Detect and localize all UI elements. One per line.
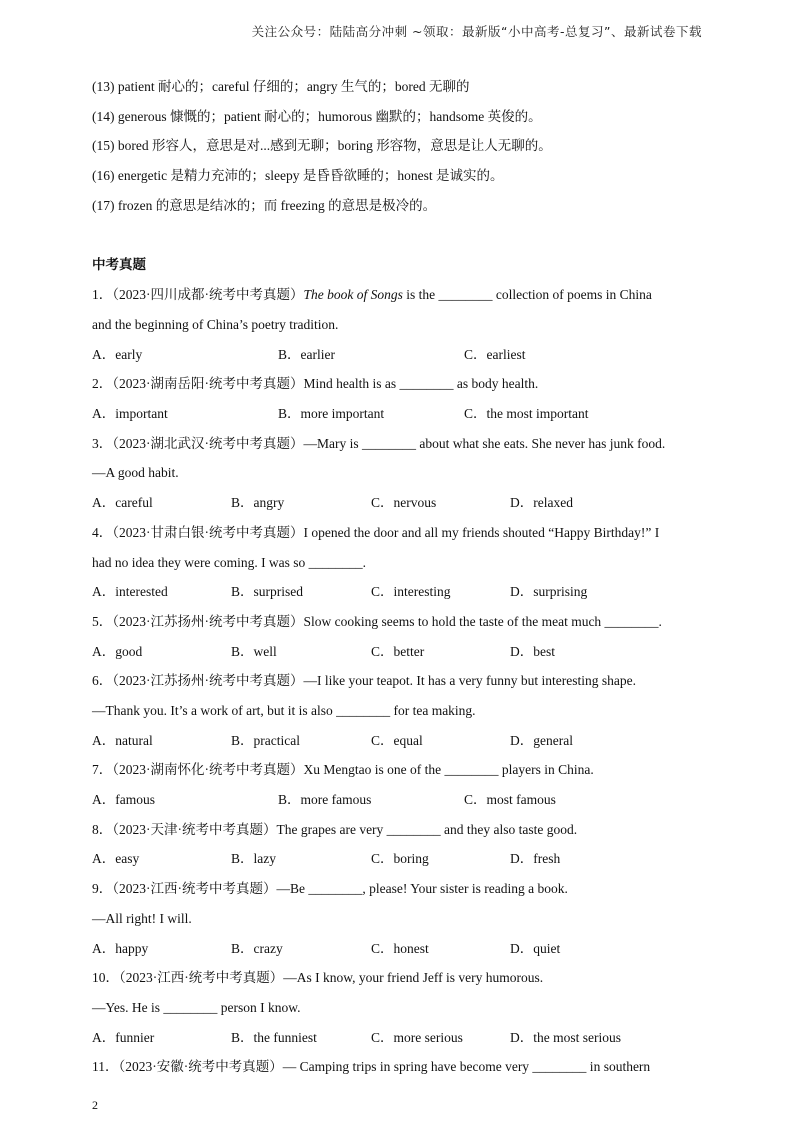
question-4-option-b[interactable]: B．surprised bbox=[231, 584, 303, 600]
question-9-option-d[interactable]: D．quiet bbox=[510, 940, 561, 956]
page-number: 2 bbox=[92, 1098, 98, 1112]
question-4-line-1: 4．（2023·甘肃白银·统考中考真题）I opened the door and all my friends shouted “Happy Birthday!” I bbox=[92, 524, 660, 540]
question-11-line-1: 11．（2023·安徽·统考中考真题）— Camping trips in spring have become very ________ in southern bbox=[92, 1059, 651, 1075]
question-9-option-b[interactable]: B．crazy bbox=[231, 940, 283, 956]
note-17: (17) frozen 的意思是结冰的；而 freezing 的意思是极冷的。 bbox=[92, 197, 437, 213]
question-4-option-a[interactable]: A．interested bbox=[92, 584, 168, 600]
question-7-line-1: 7．（2023·湖南怀化·统考中考真题）Xu Mengtao is one of the ________ players in China. bbox=[92, 762, 594, 778]
question-2-option-c[interactable]: C．the most important bbox=[464, 406, 589, 422]
question-1-option-a[interactable]: A．early bbox=[92, 346, 143, 362]
question-6-line-1: 6．（2023·江苏扬州·统考中考真题）—I like your teapot. It has a very funny but interesting shape. bbox=[92, 673, 637, 689]
question-4-option-c[interactable]: C．interesting bbox=[371, 584, 451, 600]
question-1-text: is the ________ collection of poems in China bbox=[402, 287, 652, 303]
question-4-options bbox=[92, 577, 712, 607]
question-10-line-1: 10．（2023·江西·统考中考真题）—As I know, your friend Jeff is very humorous. bbox=[92, 970, 544, 986]
question-6-line-2: —Thank you. It’s a work of art, but it is also ________ for tea making. bbox=[92, 702, 476, 718]
question-10-option-d[interactable]: D．the most serious bbox=[510, 1029, 621, 1045]
question-1-source: 1．（2023·四川成都·统考中考真题） bbox=[92, 287, 304, 303]
question-3-options bbox=[92, 488, 712, 518]
question-1-line-1 bbox=[92, 280, 712, 310]
question-5-line-1: 5．（2023·江苏扬州·统考中考真题）Slow cooking seems to hold the taste of the meat much ________. bbox=[92, 613, 662, 629]
page-content bbox=[92, 72, 712, 1082]
question-5-option-b[interactable]: B．well bbox=[231, 643, 277, 659]
question-4-option-d[interactable]: D．surprising bbox=[510, 584, 588, 600]
note-13: (13) patient 耐心的；careful 仔细的；angry 生气的；bored 无聊的 bbox=[92, 79, 470, 94]
question-9-option-a[interactable]: A．happy bbox=[92, 940, 149, 956]
note-16: (16) energetic 是精力充沛的；sleepy 是昏昏欲睡的；honest 是诚实的。 bbox=[92, 168, 504, 184]
question-8-options bbox=[92, 844, 712, 874]
question-3-option-b[interactable]: B．angry bbox=[231, 495, 285, 511]
question-1-options bbox=[92, 340, 712, 370]
question-3-option-c[interactable]: C．nervous bbox=[371, 495, 437, 511]
section-title: 中考真题 bbox=[92, 256, 146, 273]
question-10-option-b[interactable]: B．the funniest bbox=[231, 1029, 317, 1045]
question-8-line-1: 8．（2023·天津·统考中考真题）The grapes are very ________ and they also taste good. bbox=[92, 821, 578, 837]
question-4-line-2: had no idea they were coming. I was so ________. bbox=[92, 554, 367, 570]
question-8-option-a[interactable]: A．easy bbox=[92, 851, 140, 867]
question-5-options bbox=[92, 637, 712, 667]
question-3-option-a[interactable]: A．careful bbox=[92, 495, 153, 511]
question-1-book-title: The book of Songs bbox=[303, 287, 403, 303]
question-7-option-c[interactable]: C．most famous bbox=[464, 792, 556, 808]
question-10-options bbox=[92, 1023, 712, 1053]
question-5-option-c[interactable]: C．better bbox=[371, 643, 425, 659]
question-2-option-a[interactable]: A．important bbox=[92, 406, 168, 422]
question-10-line-2: —Yes. He is ________ person I know. bbox=[92, 999, 301, 1015]
question-6-option-a[interactable]: A．natural bbox=[92, 732, 153, 748]
question-9-option-c[interactable]: C．honest bbox=[371, 940, 429, 956]
question-2-line-1: 2．（2023·湖南岳阳·统考中考真题）Mind health is as ________ as body health. bbox=[92, 376, 539, 392]
question-8-option-b[interactable]: B．lazy bbox=[231, 851, 276, 867]
question-9-line-1: 9．（2023·江西·统考中考真题）—Be ________, please! Your sister is reading a book. bbox=[92, 881, 568, 897]
question-6-option-c[interactable]: C．equal bbox=[371, 732, 423, 748]
question-1-line-2: and the beginning of China’s poetry tradition. bbox=[92, 316, 339, 332]
question-9-line-2: —All right! I will. bbox=[92, 910, 192, 926]
question-6-option-d[interactable]: D．general bbox=[510, 732, 573, 748]
question-3-line-1: 3．（2023·湖北武汉·统考中考真题）—Mary is ________ about what she eats. She never has junk food. bbox=[92, 435, 666, 451]
question-2-options bbox=[92, 399, 712, 429]
question-7-option-b[interactable]: B．more famous bbox=[278, 792, 372, 808]
question-6-option-b[interactable]: B．practical bbox=[231, 732, 300, 748]
question-1-option-b[interactable]: B．earlier bbox=[278, 346, 335, 362]
question-7-option-a[interactable]: A．famous bbox=[92, 792, 155, 808]
page-header: 关注公众号：陆陆高分冲刺 ~领取：最新版“小中高考-总复习”、最新试卷下载 bbox=[251, 24, 702, 39]
question-9-options bbox=[92, 934, 712, 964]
question-3-line-2: —A good habit. bbox=[92, 465, 179, 481]
note-14: (14) generous 慷慨的；patient 耐心的；humorous 幽默的；handsome 英俊的。 bbox=[92, 108, 542, 124]
question-10-option-c[interactable]: C．more serious bbox=[371, 1029, 463, 1045]
question-8-option-d[interactable]: D．fresh bbox=[510, 851, 561, 867]
question-2-option-b[interactable]: B．more important bbox=[278, 406, 385, 422]
question-8-option-c[interactable]: C．boring bbox=[371, 851, 429, 867]
question-3-option-d[interactable]: D．relaxed bbox=[510, 495, 573, 511]
question-10-option-a[interactable]: A．funnier bbox=[92, 1029, 155, 1045]
question-6-options bbox=[92, 726, 712, 756]
question-7-options bbox=[92, 785, 712, 815]
question-1-option-c[interactable]: C．earliest bbox=[464, 346, 526, 362]
question-5-option-d[interactable]: D．best bbox=[510, 643, 555, 659]
note-15: (15) bored 形容人，意思是对...感到无聊；boring 形容物，意思是让人无聊的。 bbox=[92, 138, 552, 154]
question-5-option-a[interactable]: A．good bbox=[92, 643, 143, 659]
